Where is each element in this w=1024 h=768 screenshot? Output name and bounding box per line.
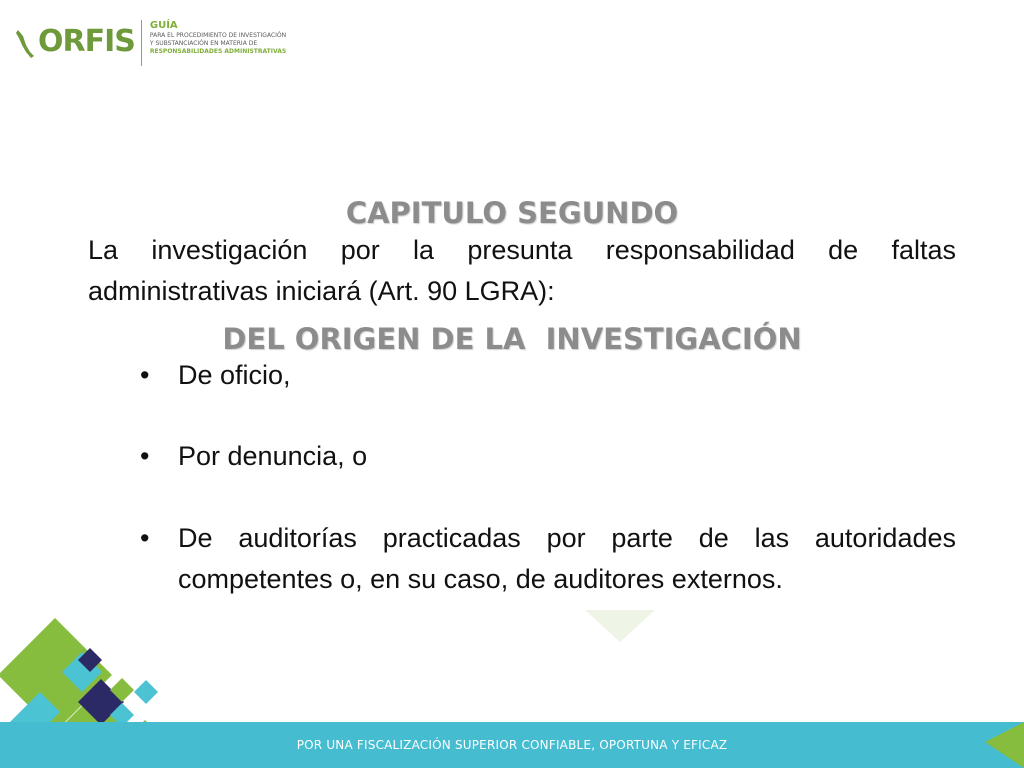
bullet-text: De oficio, [178,360,291,390]
bullet-dot: • [140,441,150,471]
guide-line-1: PARA EL PROCEDIMIENTO DE INVESTIGACIÓN [149,32,287,39]
footer-slogan: POR UNA FISCALIZACIÓN SUPERIOR CONFIABLE, OPORTUNA Y EFICAZ [296,738,728,752]
slide-title-line-2: DEL ORIGEN DE LA INVESTIGACIÓN [222,322,802,356]
intro-paragraph: La investigación por la presunta responsabilidad de faltas administrativas iniciará (Art. 90 LGRA): [88,235,956,306]
slide-title-line-1: CAPITULO SEGUNDO [345,196,679,230]
bullet-dot: • [140,523,150,553]
guide-title: GUÍA [149,20,178,31]
bullet-text: Por denuncia, o [178,441,368,471]
logo-wordmark: ORFIS [38,24,135,59]
bullet-text: De auditorías practicadas por parte de las autoridades competentes o, en su caso, de auditores externos. [178,523,956,594]
guide-line-2: Y SUBSTANCIACIÓN EN MATERIA DE [149,40,258,47]
bullet-dot: • [140,360,150,390]
guide-line-3: RESPONSABILIDADES ADMINISTRATIVAS [149,48,287,55]
